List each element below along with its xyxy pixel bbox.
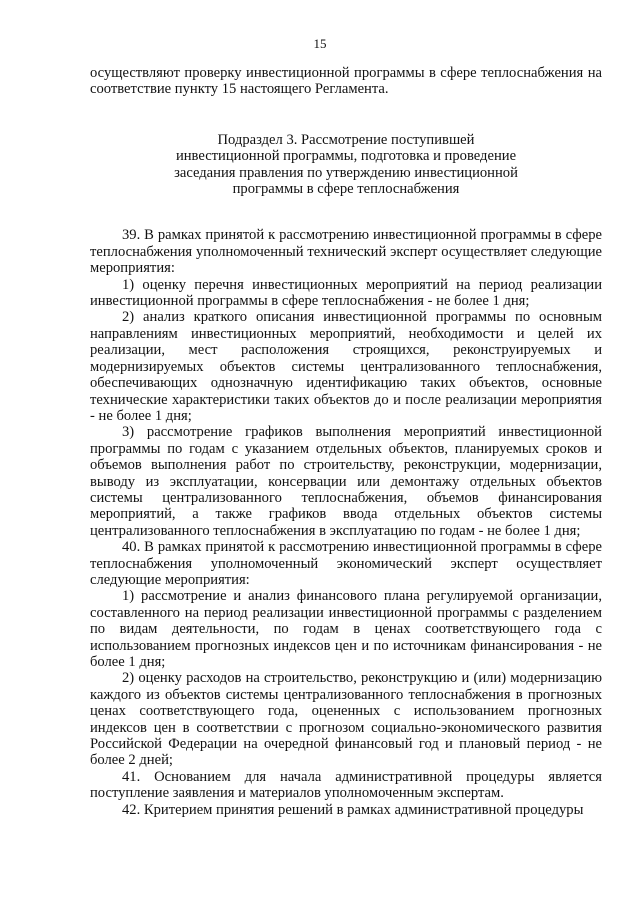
paragraph-40-item-1: 1) рассмотрение и анализ финансового плана регулируемой организации, составленного на период реализации инвестиционной программы с разделением по видам деятельности, по годам в ценах соответствующего года с использованием прогнозных индексов цен и по источникам финансирования - не более 1 дня; xyxy=(90,588,602,670)
paragraph-40-item-2: 2) оценку расходов на строительство, реконструкцию и (или) модернизацию каждого из объектов системы централизованного теплоснабжения в прогнозных ценах соответствующего года, оцененных с использованием прогнозных индексов цен в соответствии с прогнозом социально-экономического развития Российской Федерации на очередной финансовый год и плановый период - не более 2 дней; xyxy=(90,670,602,769)
intro-paragraph: осуществляют проверку инвестиционной программы в сфере теплоснабжения на соответствие пункту 15 настоящего Регламента. xyxy=(90,65,602,98)
heading-line: программы в сфере теплоснабжения xyxy=(232,181,460,198)
paragraph-39-item-1: 1) оценку перечня инвестиционных мероприятий на период реализации инвестиционной программы в сфере теплоснабжения - не более 1 дня; xyxy=(90,276,602,310)
paragraph-39: 39. В рамках принятой к рассмотрению инвестиционной программы в сфере теплоснабжения уполномоченный технический эксперт осуществляет следующие мероприятия: xyxy=(90,227,602,277)
heading-line: инвестиционной программы, подготовка и проведение xyxy=(175,148,517,165)
paragraph-41: 41. Основанием для начала административной процедуры является поступление заявления и материалов уполномоченным экспертам. xyxy=(90,768,602,802)
heading-line: заседания правления по утверждению инвестиционной xyxy=(174,164,518,181)
paragraph-40: 40. В рамках принятой к рассмотрению инвестиционной программы в сфере теплоснабжения уполномоченный экономический эксперт осуществляет следующие мероприятия: xyxy=(90,539,602,588)
page-number: 15 xyxy=(313,36,327,51)
section-heading xyxy=(90,132,602,198)
paragraph-42: 42. Критерием принятия решений в рамках административной процедуры xyxy=(122,801,584,818)
document-body xyxy=(90,65,602,818)
paragraph-39-item-2: 2) анализ краткого описания инвестиционной программы по основным направлениям инвестиционных мероприятий, необходимости и целей их реализации, мест расположения строящихся, реконструируемых и модернизируемых объектов системы централизованного теплоснабжения, обеспечивающих однозначную идентификацию таких объектов, основные технические характеристики таких объектов до и после реализации мероприятия - не более 1 дня; xyxy=(90,309,602,424)
paragraph-39-item-3: 3) рассмотрение графиков выполнения мероприятий инвестиционной программы по годам с указанием отдельных объектов, планируемых сроков и объемов выполнения работ по строительству, реконструкции, модернизации, выводу из эксплуатации, консервации или демонтажу отдельных объектов системы централизованного теплоснабжения, объемов финансирования мероприятий, а также графиков ввода отдельных объектов системы централизованного теплоснабжения в эксплуатацию по годам - не более 1 дня; xyxy=(90,424,602,539)
heading-line: Подраздел 3. Рассмотрение поступившей xyxy=(217,131,475,148)
